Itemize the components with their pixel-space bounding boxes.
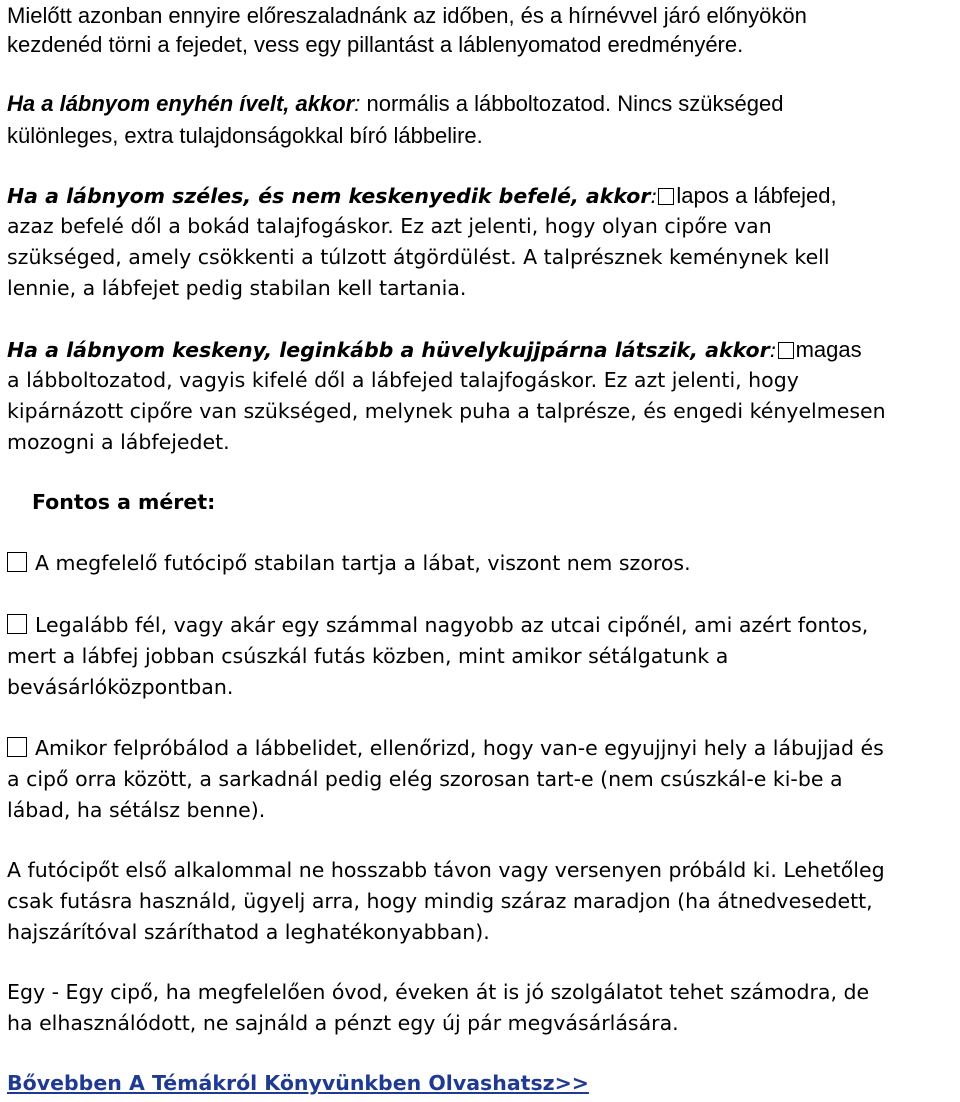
checkbox-icon (658, 188, 674, 205)
flat-foot-line-3: szükséged, amely csökkenti a túlzott átgördülést. A talprésznek keménynek kell (7, 245, 830, 269)
arch-normal-line-1 (7, 88, 784, 119)
more-link-line (7, 1068, 589, 1099)
intro-line-1: Mielőtt azonban ennyire előreszaladnánk az időben, és a hírnévvel járó előnyökön (7, 3, 807, 28)
checkbox-icon (7, 737, 27, 757)
high-arch-lead: Ha a lábnyom keskeny, leginkább a hüvelykujjpárna látszik, akkor (7, 338, 770, 362)
bullet-1-line-1 (7, 548, 691, 579)
flat-foot-lead: Ha a lábnyom széles, és nem keskenyedik befelé, akkor (7, 184, 651, 208)
first-run-line-1: A futócipőt első alkalommal ne hosszabb távon vagy versenyen próbáld ki. Lehetőleg (7, 858, 885, 882)
high-arch-line-3: kipárnázott cipőre van szükséged, melynek puha a talprésze, és engedi kényelmesen (7, 399, 886, 423)
flat-foot-line-2: azaz befelé dől a bokád talajfogáskor. Ez azt jelenti, hogy olyan cipőre van (7, 214, 772, 238)
bullet-3-line-2: a cipő orra között, a sarkadnál pedig elég szorosan tart-e (nem csúszkál-e ki-be a (7, 767, 843, 791)
bullet-2-line-2: mert a lábfej jobban csúszkál futás közben, mint amikor sétálgatunk a (7, 644, 729, 668)
flat-foot-text: lapos a lábfejed, (676, 183, 837, 208)
intro-line-2: kezdenéd törni a fejedet, vess egy pillantást a láblenyomatod eredményére. (7, 32, 744, 57)
care-line-2: ha elhasználódott, ne sajnáld a pénzt egy új pár megvásárlására. (7, 1011, 679, 1035)
bullet-3-text: Amikor felpróbálod a lábbelidet, ellenőrizd, hogy van-e egyujjnyi hely a lábujjad és (35, 736, 884, 760)
care-line-1: Egy - Egy cipő, ha megfelelően óvod, éveken át is jó szolgálatot tehet számodra, de (7, 980, 870, 1004)
checkbox-icon (7, 614, 27, 634)
size-heading: Fontos a méret: (32, 490, 216, 514)
bullet-1-text: A megfelelő futócipő stabilan tartja a lábat, viszont nem szoros. (35, 551, 691, 575)
high-arch-line-1 (7, 334, 862, 366)
arch-normal-colon: : (354, 91, 361, 116)
high-arch-text: magas (795, 337, 862, 362)
bullet-3-line-3: lábad, ha sétálsz benne). (7, 798, 266, 822)
arch-normal-line-2: különleges, extra tulajdonságokkal bíró lábbelire. (7, 123, 483, 148)
flat-foot-colon: : (650, 184, 658, 208)
arch-normal-lead: Ha a lábnyom enyhén ívelt, akkor (7, 91, 355, 116)
first-run-line-2: csak futásra használd, ügyelj arra, hogy mindig száraz maradjon (ha átnedvesedett, (7, 889, 873, 913)
bullet-2-text: Legalább fél, vagy akár egy számmal nagyobb az utcai cipőnél, ami azért fontos, (35, 613, 869, 637)
flat-foot-line-1 (7, 180, 837, 212)
high-arch-line-4: mozogni a lábfejedet. (7, 430, 230, 454)
arch-normal-text: normális a lábboltozatod. Nincs szükséged (360, 91, 784, 116)
bullet-2-line-3: bevásárlóközpontban. (7, 675, 234, 699)
flat-foot-line-4: lennie, a lábfejet pedig stabilan kell tartania. (7, 276, 467, 300)
checkbox-icon (778, 342, 794, 359)
bullet-2-line-1 (7, 610, 868, 641)
high-arch-colon: : (769, 338, 777, 362)
checkbox-icon (7, 552, 27, 572)
bullet-3-line-1 (7, 733, 884, 764)
high-arch-line-2: a lábboltozatod, vagyis kifelé dől a lábfejed talajfogáskor. Ez azt jelenti, hogy (7, 368, 799, 392)
first-run-line-3: hajszárítóval száríthatod a leghatékonyabban). (7, 920, 490, 944)
more-info-link[interactable]: Bővebben A Témákról Könyvünkben Olvashatsz>> (7, 1071, 589, 1095)
